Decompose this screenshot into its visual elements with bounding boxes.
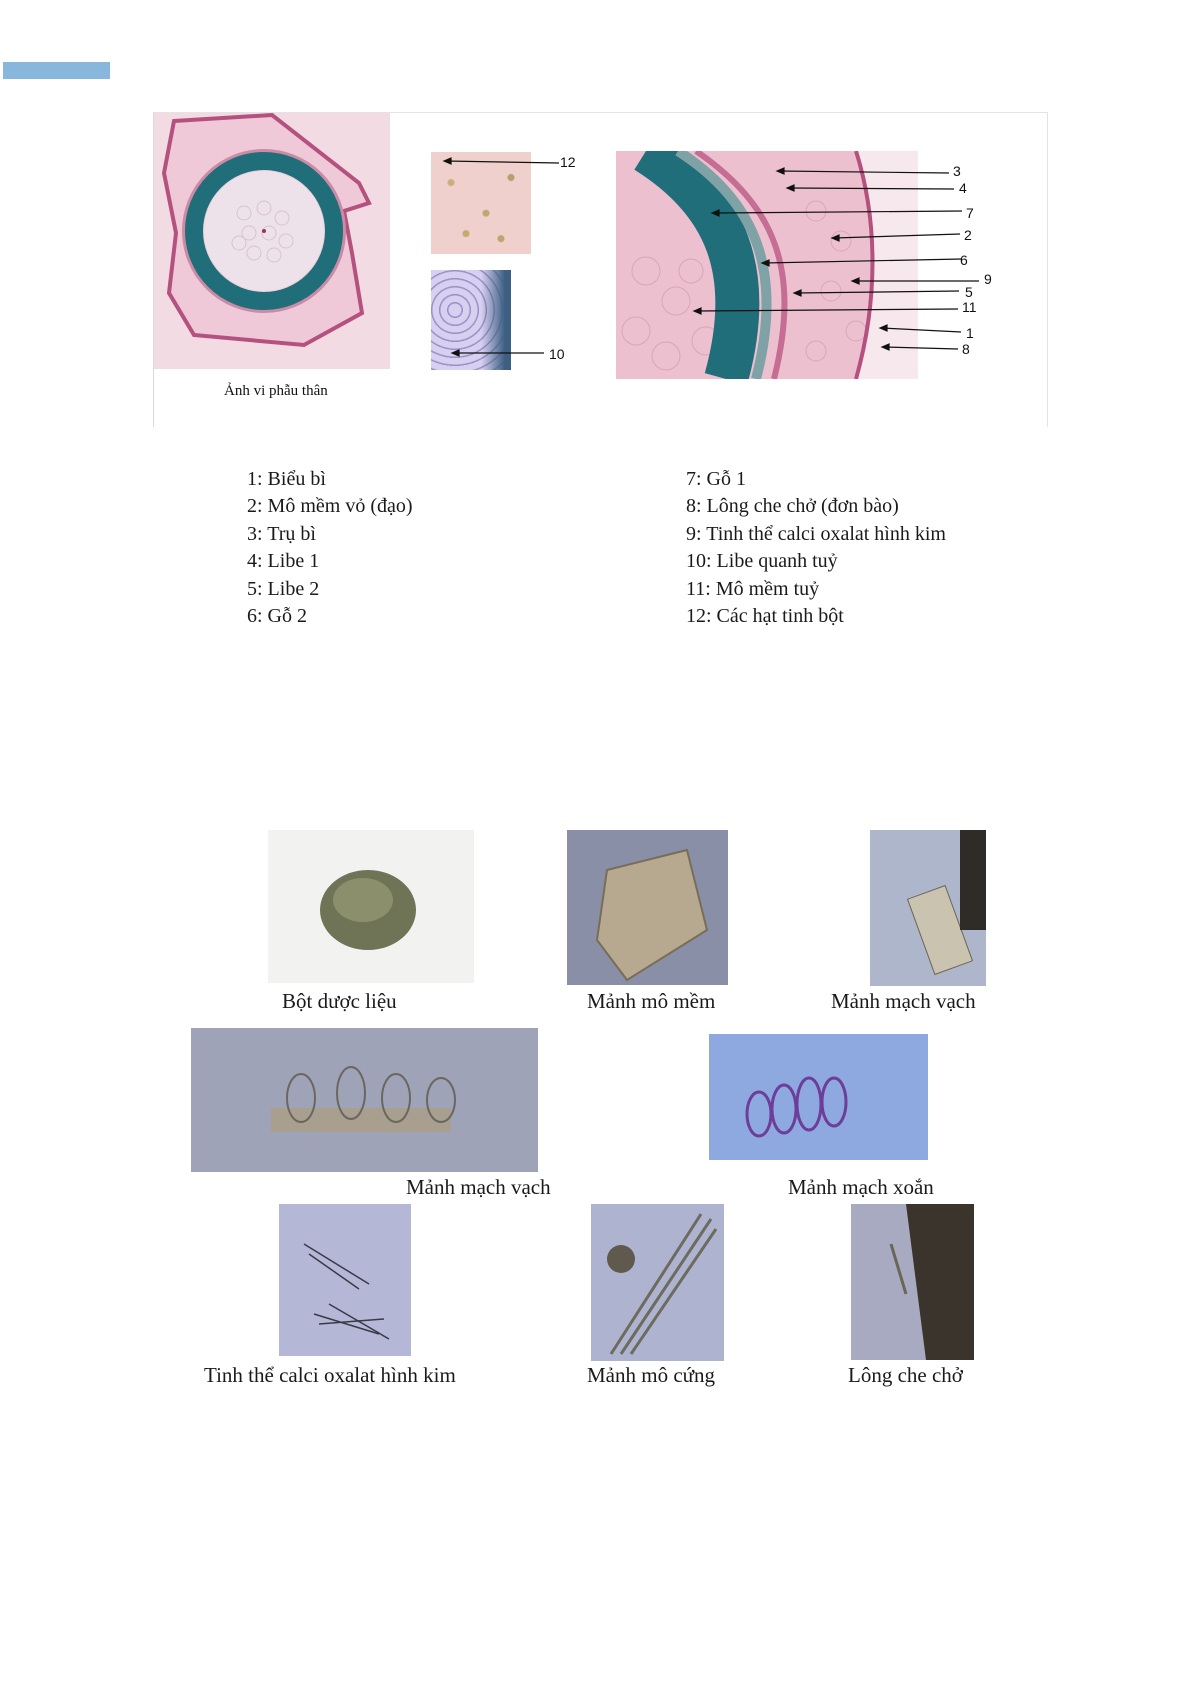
sclerenchyma-fragment-photo	[591, 1204, 724, 1361]
stem-cross-section-figure	[153, 112, 1048, 427]
legend-right-column	[686, 466, 946, 630]
legend-item: 6: Gỗ 2	[247, 605, 307, 628]
callout-10: 10	[549, 346, 565, 362]
legend-item: 11: Mô mềm tuỷ	[686, 577, 820, 600]
callout-2: 2	[964, 227, 972, 243]
callout-3: 3	[953, 163, 961, 179]
scalariform-vessel-photo-1	[870, 830, 986, 986]
scalariform-caption-1: Mảnh mạch vạch	[831, 989, 976, 1013]
trichome-caption: Lông che chở	[848, 1363, 963, 1387]
header-accent-bar	[3, 62, 110, 79]
legend-item: 9: Tinh thể calci oxalat hình kim	[686, 522, 946, 545]
legend-left-column	[247, 466, 413, 630]
scalariform-vessel-photo-2	[191, 1028, 538, 1172]
legend-item: 7: Gỗ 1	[686, 468, 746, 490]
parenchyma-fragment-photo	[567, 830, 728, 985]
legend-item: 1: Biểu bì	[247, 468, 326, 490]
callout-11: 11	[962, 299, 977, 315]
oxalate-caption: Tinh thể calci oxalat hình kim	[204, 1363, 456, 1387]
legend-item: 3: Trụ bì	[247, 522, 316, 545]
callout-4: 4	[959, 180, 967, 196]
legend-item: 4: Libe 1	[247, 550, 320, 573]
callout-arrows	[154, 113, 1047, 427]
callout-9: 9	[984, 271, 992, 287]
powder-photo	[268, 830, 474, 983]
powder-caption: Bột dược liệu	[282, 989, 397, 1013]
legend-item: 2: Mô mềm vỏ (đạo)	[247, 495, 413, 518]
figure-caption: Ảnh vi phẫu thân	[224, 383, 328, 399]
callout-8: 8	[962, 341, 970, 357]
callout-1: 1	[966, 325, 974, 341]
sclerenchyma-caption: Mảnh mô cứng	[587, 1363, 716, 1387]
callout-5: 5	[965, 284, 973, 300]
callout-12: 12	[560, 154, 576, 170]
callout-7: 7	[966, 205, 974, 221]
callout-6: 6	[960, 252, 968, 268]
legend-item: 8: Lông che chở (đơn bào)	[686, 495, 899, 518]
legend-item: 12: Các hạt tinh bột	[686, 605, 844, 628]
parenchyma-caption: Mảnh mô mềm	[587, 989, 716, 1013]
legend-item: 10: Libe quanh tuỷ	[686, 550, 838, 573]
calcium-oxalate-needles-photo	[279, 1204, 411, 1356]
spiral-vessel-photo	[709, 1034, 928, 1160]
spiral-caption: Mảnh mạch xoắn	[788, 1175, 934, 1199]
scalariform-caption-2: Mảnh mạch vạch	[406, 1175, 551, 1199]
covering-trichome-photo	[851, 1204, 974, 1360]
legend-item: 5: Libe 2	[247, 577, 320, 600]
